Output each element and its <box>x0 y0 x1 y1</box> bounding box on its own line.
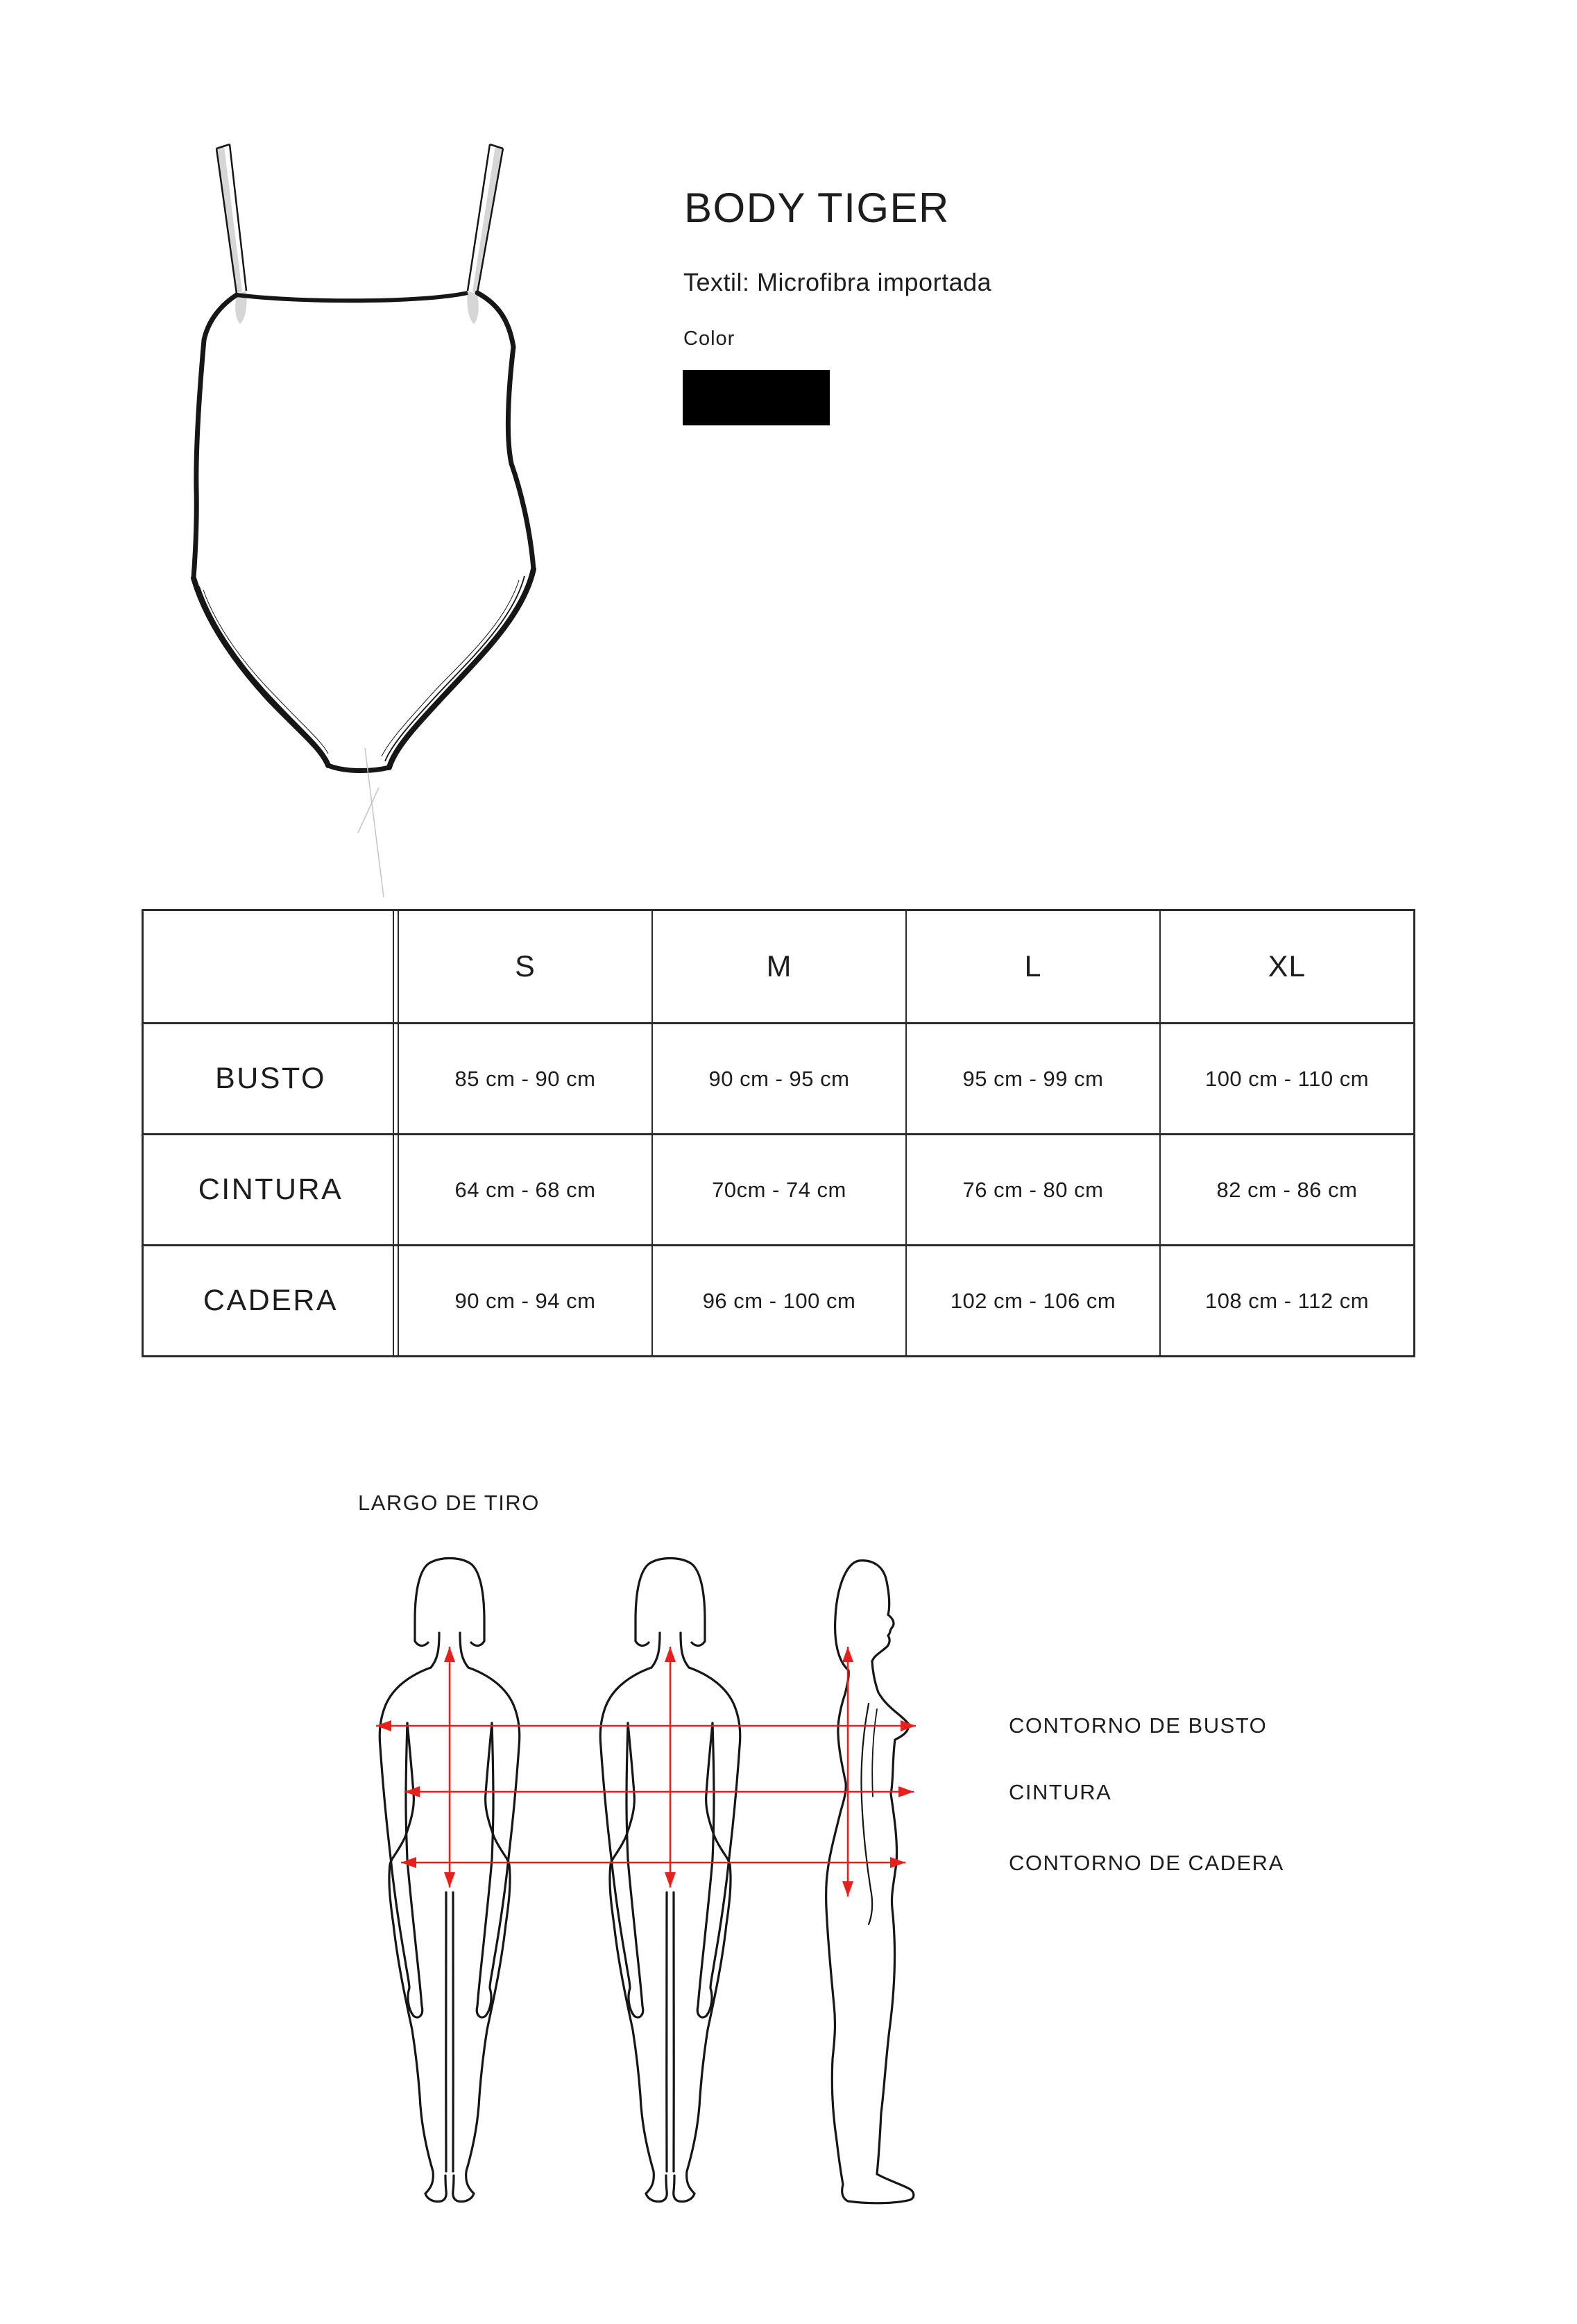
table-cell: 90 cm - 94 cm <box>398 1244 651 1355</box>
table-cell: 64 cm - 68 cm <box>398 1133 651 1244</box>
table-double-rule <box>393 911 394 1355</box>
page-title: BODY TIGER <box>684 185 950 231</box>
bodysuit-drawing <box>187 139 541 902</box>
table-cell: 76 cm - 80 cm <box>905 1133 1159 1244</box>
table-cell: 96 cm - 100 cm <box>651 1244 905 1355</box>
garment-outline <box>194 293 534 771</box>
row-label-cadera: CADERA <box>144 1244 398 1355</box>
crotch-length-label: LARGO DE TIRO <box>358 1491 540 1515</box>
table-cell: 82 cm - 86 cm <box>1159 1133 1413 1244</box>
table-cell: 95 cm - 99 cm <box>905 1022 1159 1133</box>
table-corner-cell <box>144 911 398 1022</box>
straps <box>216 144 503 294</box>
table-cell: 90 cm - 95 cm <box>651 1022 905 1133</box>
table-cell: 70cm - 74 cm <box>651 1133 905 1244</box>
neckline <box>237 293 468 300</box>
color-label: Color <box>683 328 735 350</box>
textile-info: Textil: Microfibra importada <box>683 268 992 296</box>
measurement-arrows <box>376 1647 916 1897</box>
size-table <box>142 909 1415 1357</box>
crotch-length-arrow-front <box>444 1647 455 1888</box>
body-measurement-diagram <box>298 1547 1020 2273</box>
hip-line-label: CONTORNO DE CADERA <box>1009 1851 1284 1875</box>
table-cell: 85 cm - 90 cm <box>398 1022 651 1133</box>
table-cell: 100 cm - 110 cm <box>1159 1022 1413 1133</box>
elastic-stitch-lines <box>199 576 525 761</box>
bust-line <box>376 1720 916 1731</box>
column-header-s: S <box>398 911 651 1022</box>
waist-line <box>404 1786 914 1797</box>
column-header-m: M <box>651 911 905 1022</box>
bust-line-label: CONTORNO DE BUSTO <box>1009 1713 1268 1738</box>
color-swatch <box>683 370 830 425</box>
side-figure <box>826 1561 914 2203</box>
column-header-xl: XL <box>1159 911 1413 1022</box>
waist-line-label: CINTURA <box>1009 1780 1112 1804</box>
crotch-length-arrow-back <box>665 1647 676 1888</box>
table-cell: 102 cm - 106 cm <box>905 1244 1159 1355</box>
table-cell: 108 cm - 112 cm <box>1159 1244 1413 1355</box>
row-label-cintura: CINTURA <box>144 1133 398 1244</box>
row-label-busto: BUSTO <box>144 1022 398 1133</box>
column-header-l: L <box>905 911 1159 1022</box>
